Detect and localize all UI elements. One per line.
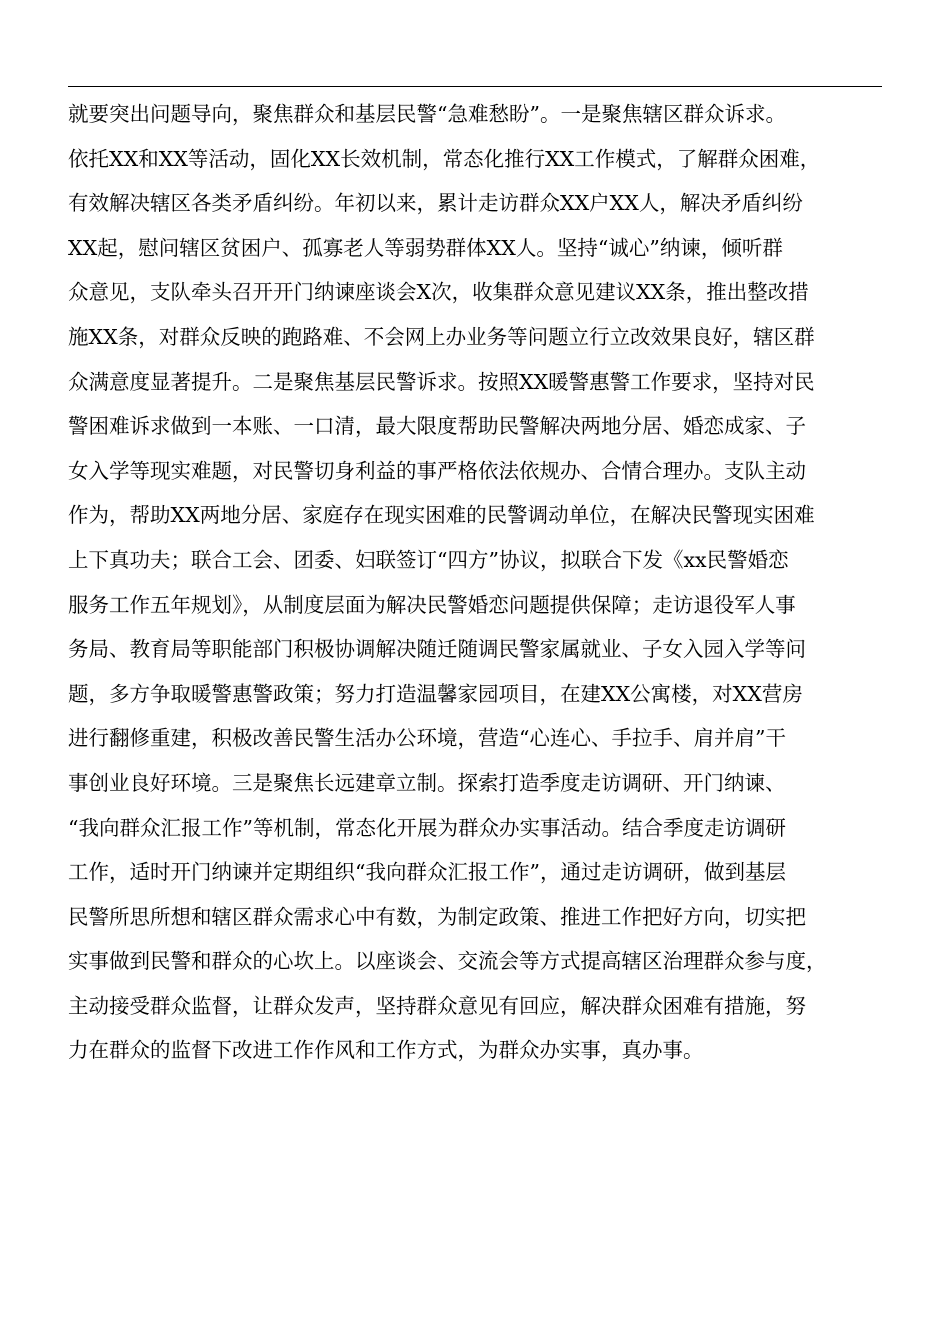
paragraph-line: 众意见，支队牵头召开开门纳谏座谈会X次，收集群众意见建议XX条，推出整改措 [68, 280, 809, 305]
paragraph-line: 进行翻修重建，积极改善民警生活办公环境，营造“心连心、手拉手、肩并肩”干 [68, 726, 786, 751]
paragraph-line: XX起，慰问辖区贫困户、孤寡老人等弱势群体XX人。坚持“诚心”纳谏，倾听群 [68, 235, 783, 260]
paragraph-line: 实事做到民警和群众的心坎上。以座谈会、交流会等方式提高辖区治理群众参与度， [68, 949, 827, 974]
paragraph-line: 有效解决辖区各类矛盾纠纷。年初以来，累计走访群众XX户XX人，解决矛盾纠纷 [68, 191, 803, 216]
paragraph-line: 题，多方争取暖警惠警政策；努力打造温馨家园项目，在建XX公寓楼，对XX营房 [68, 681, 803, 706]
paragraph-line: 警困难诉求做到一本账、一口清，最大限度帮助民警解决两地分居、婚恋成家、子 [68, 414, 806, 439]
paragraph-line: 作为，帮助XX两地分居、家庭存在现实困难的民警调动单位，在解决民警现实困难 [68, 503, 815, 528]
paragraph-line: “我向群众汇报工作”等机制，常态化开展为群众办实事活动。结合季度走访调研 [68, 815, 786, 840]
header-rule [68, 86, 882, 87]
paragraph-line: 女入学等现实难题，对民警切身利益的事严格依法依规办、合情合理办。支队主动 [68, 458, 806, 483]
paragraph-line: 民警所思所想和辖区群众需求心中有数，为制定政策、推进工作把好方向，切实把 [68, 904, 806, 929]
paragraph-line: 服务工作五年规划》，从制度层面为解决民警婚恋问题提供保障；走访退役军人事 [68, 592, 796, 617]
paragraph-line: 上下真功夫；联合工会、团委、妇联签订“四方”协议，拟联合下发《xx民警婚恋 [68, 547, 789, 572]
paragraph-line: 务局、教育局等职能部门积极协调解决随迁随调民警家属就业、子女入园入学等问 [68, 637, 806, 662]
paragraph-line: 施XX条，对群众反映的跑路难、不会网上办业务等问题立行立改效果良好，辖区群 [68, 324, 815, 349]
body-paragraph [68, 92, 890, 1073]
paragraph-line: 力在群众的监督下改进工作作风和工作方式，为群众办实事，真办事。 [68, 1038, 704, 1063]
paragraph-line: 就要突出问题导向，聚焦群众和基层民警“急难愁盼”。一是聚焦辖区群众诉求。 [68, 102, 786, 126]
paragraph-line: 工作，适时开门纳谏并定期组织“我向群众汇报工作”，通过走访调研，做到基层 [68, 860, 786, 885]
paragraph-line: 事创业良好环境。三是聚焦长远建章立制。探索打造季度走访调研、开门纳谏、 [68, 770, 786, 795]
paragraph-line: 主动接受群众监督，让群众发声，坚持群众意见有回应，解决群众困难有措施，努 [68, 993, 806, 1018]
paragraph-line: 众满意度显著提升。二是聚焦基层民警诉求。按照XX暖警惠警工作要求，坚持对民 [68, 369, 815, 394]
paragraph-line: 依托XX和XX等活动，固化XX长效机制，常态化推行XX工作模式，了解群众困难， [68, 146, 821, 171]
